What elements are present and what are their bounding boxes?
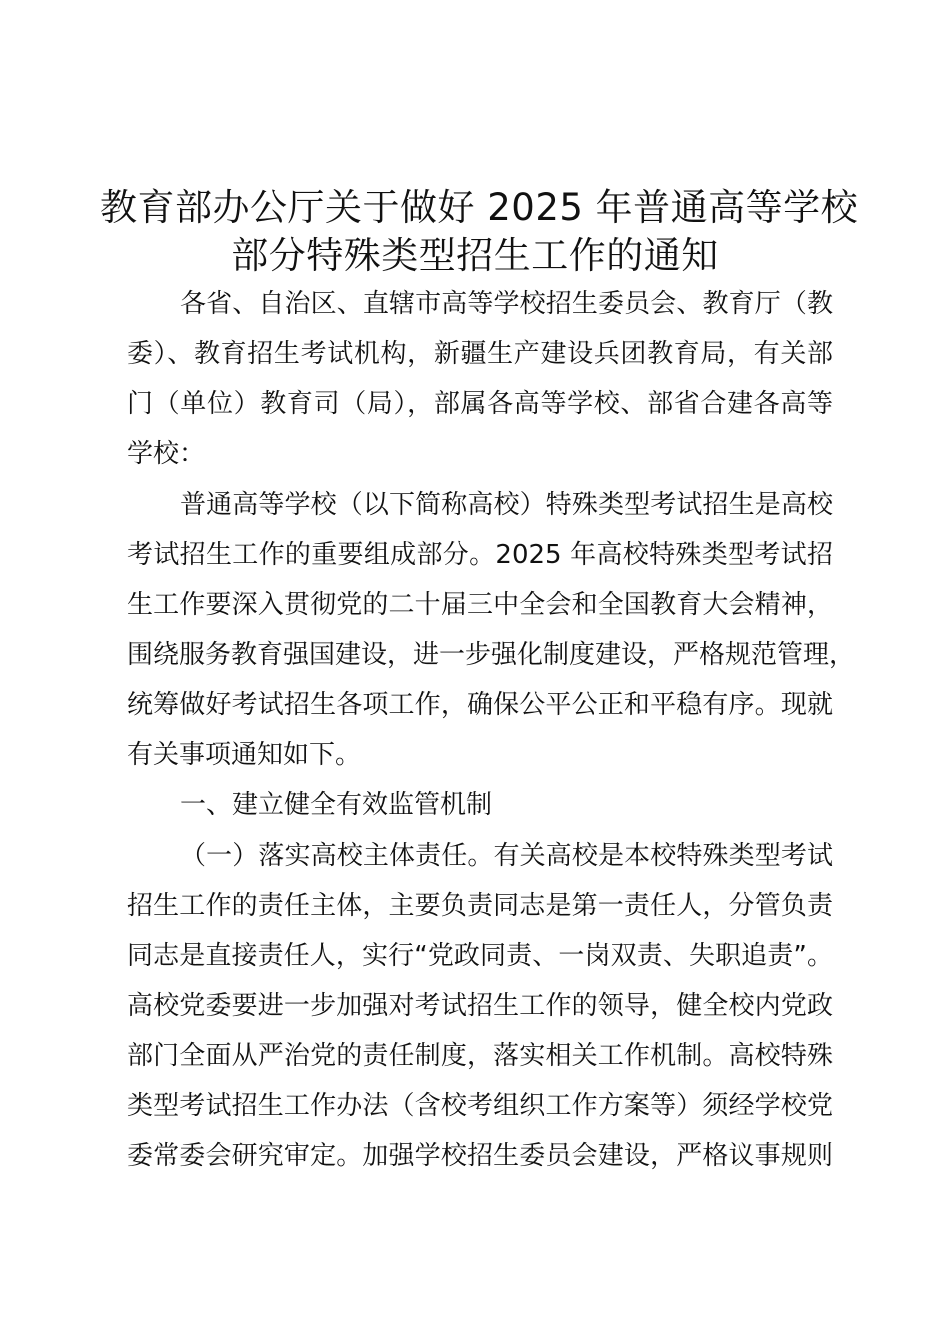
- paragraph-2-line-7: 委常委会研究审定。加强学校招生委员会建设，严格议事规则: [127, 1141, 833, 1171]
- salutation-line-2: 委）、教育招生考试机构，新疆生产建设兵团教育局，有关部: [127, 339, 833, 369]
- paragraph-1-line-4: 围绕服务教育强国建设，进一步强化制度建设，严格规范管理，: [127, 640, 856, 670]
- document-title-line-2: 部分特殊类型招生工作的通知: [231, 234, 719, 277]
- paragraph-1-line-1: 普通高等学校（以下简称高校）特殊类型考试招生是高校: [180, 490, 833, 520]
- salutation-line-1: 各省、自治区、直辖市高等学校招生委员会、教育厅（教: [180, 289, 833, 319]
- salutation-line-4: 学校：: [127, 439, 206, 469]
- document-title-line-1: 教育部办公厅关于做好 2025 年普通高等学校: [100, 186, 859, 229]
- paragraph-1-line-5: 统筹做好考试招生各项工作，确保公平公正和平稳有序。现就: [127, 690, 833, 720]
- paragraph-2-line-4: 高校党委要进一步加强对考试招生工作的领导，健全校内党政: [127, 991, 833, 1021]
- paragraph-1-line-6: 有关事项通知如下。: [127, 740, 362, 770]
- section-heading-1: 一、建立健全有效监管机制: [180, 790, 493, 820]
- paragraph-2-line-6: 类型考试招生工作办法（含校考组织工作方案等）须经学校党: [127, 1091, 833, 1121]
- salutation-line-3: 门（单位）教育司（局），部属各高等学校、部省合建各高等: [127, 389, 833, 419]
- paragraph-2-line-3: 同志是直接责任人，实行“党政同责、一岗双责、失职追责”。: [127, 941, 833, 971]
- paragraph-1-line-3: 生工作要深入贯彻党的二十届三中全会和全国教育大会精神，: [127, 590, 833, 620]
- paragraph-1-line-2: 考试招生工作的重要组成部分。2025 年高校特殊类型考试招: [127, 540, 833, 570]
- paragraph-2-line-2: 招生工作的责任主体，主要负责同志是第一责任人，分管负责: [127, 891, 833, 921]
- paragraph-2-line-1: （一）落实高校主体责任。有关高校是本校特殊类型考试: [180, 841, 833, 871]
- paragraph-2-line-5: 部门全面从严治党的责任制度，落实相关工作机制。高校特殊: [127, 1041, 833, 1071]
